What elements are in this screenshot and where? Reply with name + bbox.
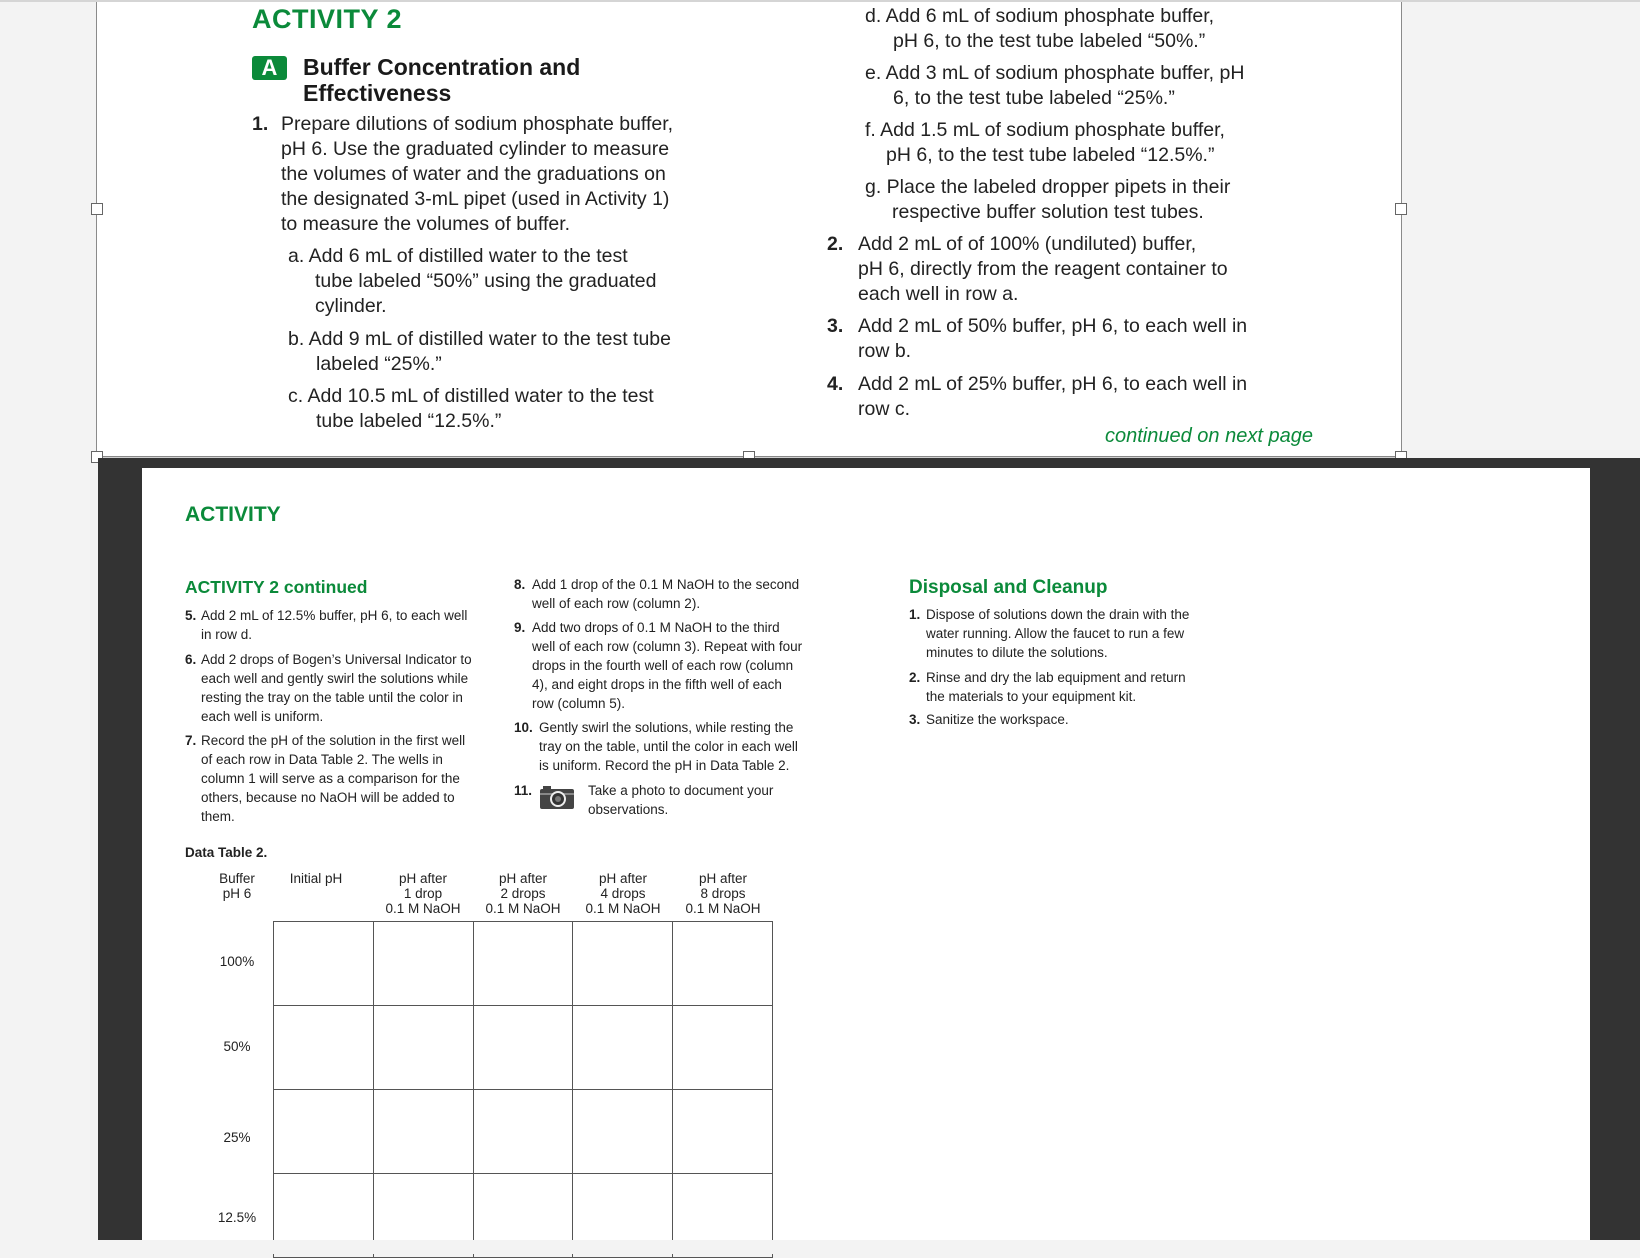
activity-2-continued-heading: ACTIVITY 2 continued — [185, 577, 368, 597]
table-cell[interactable] — [573, 1006, 673, 1090]
disposal-heading: Disposal and Cleanup — [909, 577, 1108, 598]
table-cell[interactable] — [573, 1090, 673, 1174]
step-9-text: Add two drops of 0.1 M NaOH to the third well of each row (column 3). Repeat with four drops in the fourth well of each row (column 4), and eight drops in the fifth well of each row (column 5). — [532, 620, 803, 711]
step-5-number: 5. — [185, 608, 197, 623]
step-11-number: 11. — [514, 783, 533, 798]
step-1-text: Prepare dilutions of sodium phosphate buffer, pH 6. Use the graduated cylinder to measure the volumes of water and the graduations on the designated 3-mL pipet (used in Activity 1) to measure the volumes of buffer. — [281, 113, 674, 235]
step-4-number: 4. — [827, 373, 844, 395]
step-10-number: 10. — [514, 720, 533, 735]
table-cell[interactable] — [373, 1006, 473, 1090]
table-row — [274, 1090, 773, 1174]
step-3-number: 3. — [827, 315, 844, 337]
data-table-title: Data Table 2. — [185, 845, 268, 860]
step-8-text: Add 1 drop of the 0.1 M NaOH to the second well of each row (column 2). — [532, 577, 800, 611]
section-badge: A — [252, 56, 287, 80]
step-1e: e. Add 3 mL of sodium phosphate buffer, pH 6, to the test tube labeled “25%.” — [865, 62, 1245, 109]
step-8-number: 8. — [514, 577, 526, 592]
row-label-50: 50% — [223, 1039, 251, 1054]
table-cell[interactable] — [473, 922, 573, 1006]
resize-handle-right[interactable] — [1395, 203, 1407, 215]
step-6-number: 6. — [185, 652, 197, 667]
table-cell[interactable] — [573, 922, 673, 1006]
step-1g: g. Place the labeled dropper pipets in their respective buffer solution test tubes. — [865, 176, 1231, 223]
step-7-number: 7. — [185, 733, 197, 748]
disposal-2-number: 2. — [909, 670, 921, 685]
activity-2-title: ACTIVITY 2 — [252, 4, 403, 34]
step-9-number: 9. — [514, 620, 526, 635]
disposal-1-text: Dispose of solutions down the drain with the water running. Allow the faucet to run a few minutes to dilute the solutions. — [926, 607, 1190, 660]
table-cell[interactable] — [274, 1090, 374, 1174]
row-label-12-5: 12.5% — [217, 1210, 257, 1225]
col-header-2-drops: pH after 2 drops 0.1 M NaOH — [485, 871, 561, 916]
step-11-text: Take a photo to document your observations. — [588, 783, 774, 817]
table-row — [274, 922, 773, 1006]
step-4-text: Add 2 mL of 25% buffer, pH 6, to each well in row c. — [858, 373, 1248, 420]
page-activity-heading: ACTIVITY — [185, 503, 281, 526]
disposal-1-number: 1. — [909, 607, 921, 622]
disposal-3-number: 3. — [909, 712, 921, 727]
col-header-4-drops: pH after 4 drops 0.1 M NaOH — [585, 871, 661, 916]
camera-icon — [539, 784, 575, 810]
window-bottom-strip — [0, 1240, 1640, 1254]
step-2-number: 2. — [827, 233, 844, 255]
disposal-3-text: Sanitize the workspace. — [926, 712, 1069, 727]
table-cell[interactable] — [673, 1006, 773, 1090]
table-cell[interactable] — [673, 1090, 773, 1174]
step-1a: a. Add 6 mL of distilled water to the test tube labeled “50%” using the graduated cylinder. — [288, 245, 657, 317]
col-header-initial-ph: Initial pH — [289, 871, 343, 886]
table-cell[interactable] — [373, 1090, 473, 1174]
table-cell[interactable] — [274, 922, 374, 1006]
row-label-100: 100% — [219, 954, 255, 969]
step-6-text: Add 2 drops of Bogen’s Universal Indicator to each well and gently swirl the solutions while resting the tray on the table until the color in each well is uniform. — [201, 652, 472, 724]
step-1-number: 1. — [252, 113, 269, 135]
resize-handle-left[interactable] — [91, 203, 103, 215]
col-header-8-drops: pH after 8 drops 0.1 M NaOH — [685, 871, 761, 916]
step-1b: b. Add 9 mL of distilled water to the test tube labeled “25%.” — [288, 328, 672, 375]
table-cell[interactable] — [473, 1090, 573, 1174]
section-title: Buffer Concentration and Effectiveness — [303, 54, 581, 106]
row-label-25: 25% — [223, 1130, 251, 1145]
disposal-2-text: Rinse and dry the lab equipment and return the materials to your equipment kit. — [926, 670, 1186, 704]
table-cell[interactable] — [373, 922, 473, 1006]
continued-note: continued on next page — [1105, 425, 1313, 447]
step-3-text: Add 2 mL of 50% buffer, pH 6, to each well in row b. — [858, 315, 1248, 362]
table-cell[interactable] — [673, 922, 773, 1006]
table-row — [274, 1006, 773, 1090]
step-2-text: Add 2 mL of of 100% (undiluted) buffer, pH 6, directly from the reagent container to each well in row a. — [858, 233, 1228, 305]
step-7-text: Record the pH of the solution in the first well of each row in Data Table 2. The wells in column 1 will serve as a comparison for the others, because no NaOH will be added to them. — [201, 733, 466, 824]
col-header-buffer: Buffer pH 6 — [219, 871, 255, 901]
table-cell[interactable] — [473, 1006, 573, 1090]
step-5-text: Add 2 mL of 12.5% buffer, pH 6, to each well in row d. — [201, 608, 468, 642]
table-cell[interactable] — [274, 1006, 374, 1090]
step-1f: f. Add 1.5 mL of sodium phosphate buffer, pH 6, to the test tube labeled “12.5%.” — [865, 119, 1225, 166]
data-table-grid — [273, 921, 773, 1249]
step-1d: d. Add 6 mL of sodium phosphate buffer, pH 6, to the test tube labeled “50%.” — [865, 5, 1215, 52]
step-1c: c. Add 10.5 mL of distilled water to the test tube labeled “12.5%.” — [288, 385, 654, 432]
step-10-text: Gently swirl the solutions, while resting the tray on the table, until the color in each well is uniform. Record the pH in Data Table 2. — [539, 720, 798, 773]
col-header-1-drop: pH after 1 drop 0.1 M NaOH — [385, 871, 461, 916]
